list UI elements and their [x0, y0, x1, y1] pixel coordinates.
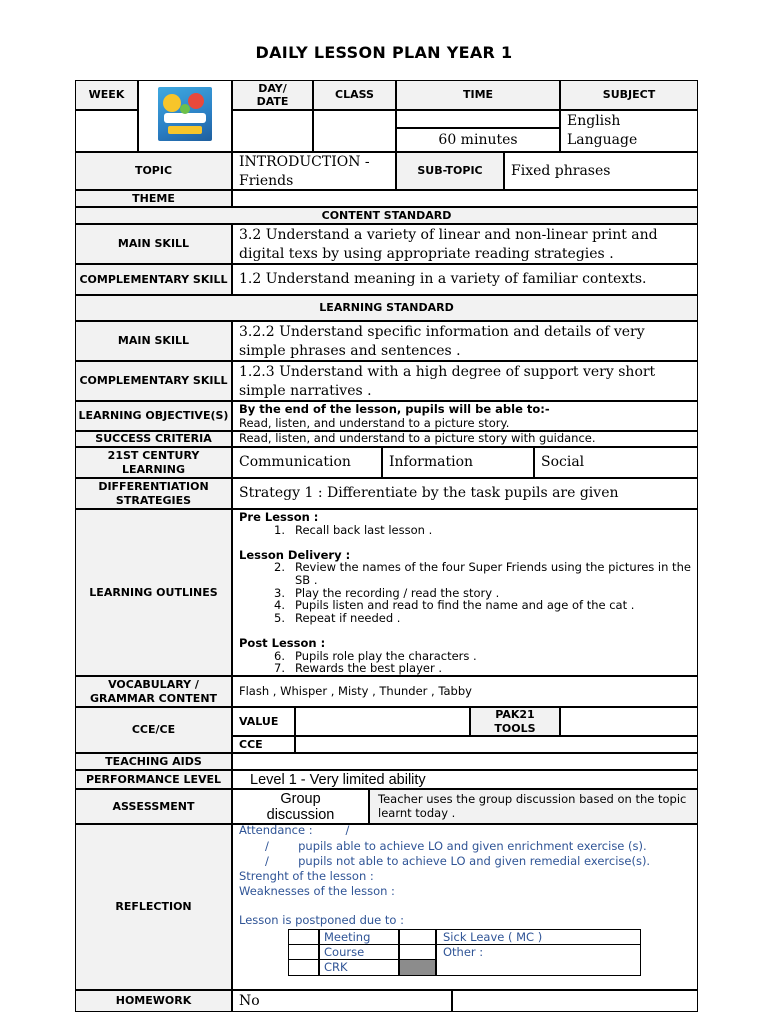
content-main-skill-label: MAIN SKILL [75, 224, 232, 264]
homework-value [232, 990, 452, 1012]
content-standard-heading: CONTENT STANDARD [75, 207, 698, 224]
option-text: Meeting [324, 930, 371, 944]
subject-value-text: English Language [567, 113, 638, 148]
century-item-text: Information [389, 454, 474, 470]
assessment-description-text: Teacher uses the group discussion based on the topic learnt today . [378, 792, 687, 820]
topic-label: TOPIC [75, 152, 232, 190]
century-item-text: Communication [239, 454, 351, 470]
list-item [239, 524, 691, 537]
item-number: 2. [274, 560, 285, 575]
subject-label: SUBJECT [560, 80, 698, 110]
theme-label: THEME [75, 190, 232, 207]
pak21-field[interactable] [560, 707, 698, 736]
assessment-method [232, 789, 369, 824]
postponed-option-other [436, 944, 641, 976]
content-comp-skill-label: COMPLEMENTARY SKILL [75, 264, 232, 295]
subtopic-label: SUB-TOPIC [396, 152, 504, 190]
item-number: 4. [274, 598, 285, 613]
performance-label: PERFORMANCE LEVEL [75, 770, 232, 789]
century-item-communication [232, 447, 382, 478]
homework-extra[interactable] [452, 990, 698, 1012]
theme-value [232, 190, 698, 207]
list-item [239, 561, 691, 586]
postponed-checkbox-crk[interactable] [288, 959, 319, 976]
list-item [239, 612, 691, 625]
time-value [396, 128, 560, 152]
postponed-checkbox-meeting[interactable] [288, 929, 319, 945]
day-date-label [232, 80, 313, 110]
time-top-cell[interactable] [396, 110, 560, 128]
postponed-option-sick [436, 929, 641, 945]
item-number: 7. [274, 661, 285, 676]
teaching-aids-value[interactable] [232, 753, 698, 770]
learning-main-skill-label: MAIN SKILL [75, 321, 232, 361]
vocabulary-label: VOCABULARY / GRAMMAR CONTENT [75, 676, 232, 707]
vocabulary-value [232, 676, 698, 707]
item-number: 1. [274, 522, 285, 537]
item-number: 6. [274, 648, 285, 663]
performance-value [232, 770, 698, 789]
item-text: Review the names of the four Super Friends using the pictures in the SB . [295, 560, 691, 587]
reflection-label: REFLECTION [75, 824, 232, 990]
post-lesson-heading: Post Lesson : [239, 635, 326, 650]
success-value [232, 431, 698, 447]
lesson-delivery-heading: Lesson Delivery : [239, 547, 351, 562]
option-text: CRK [324, 960, 348, 974]
subtopic-value-text: Fixed phrases [511, 162, 611, 179]
century-item-social [534, 447, 698, 478]
homework-text: No [239, 992, 260, 1009]
attendance-line: Attendance : / [239, 823, 350, 837]
option-text: Course [324, 945, 365, 959]
strength-line: Strenght of the lesson : [239, 869, 374, 883]
content-main-skill-value: 3.2 Understand a variety of linear and non-linear print and digital texs by using appropriate reading strategies . [232, 224, 698, 264]
postponed-option-meeting [319, 929, 399, 945]
differentiation-label: DIFFERENTIATION STRATEGIES [75, 478, 232, 509]
option-text: Other : [443, 945, 484, 959]
differentiation-text: Strategy 1 : Differentiate by the task pupils are given [239, 485, 619, 501]
page-title: DAILY LESSON PLAN YEAR 1 [255, 43, 513, 62]
item-text: Pupils listen and read to find the name and age of the cat . [295, 598, 635, 613]
outlines-label: LEARNING OUTLINES [75, 509, 232, 676]
item-text: Pupils role play the characters . [295, 648, 477, 663]
pak21-label: PAK21 TOOLS [470, 707, 560, 736]
item-number: 5. [274, 610, 285, 625]
vocabulary-text: Flash , Whisper , Misty , Thunder , Tabby [239, 683, 472, 698]
objectives-value [232, 401, 698, 431]
postponed-shaded-cell [399, 959, 436, 976]
subtopic-value [504, 152, 698, 190]
teaching-aids-label: TEACHING AIDS [75, 753, 232, 770]
objectives-intro: By the end of the lesson, pupils will be able to:- [239, 402, 550, 416]
content-comp-skill-text: 1.2 Understand meaning in a variety of familiar contexts. [239, 271, 647, 287]
assessment-description [369, 789, 698, 824]
option-text: Sick Leave ( MC ) [443, 930, 543, 944]
list-item [239, 662, 691, 675]
time-value-text: 60 minutes [438, 131, 518, 148]
subject-value [560, 110, 698, 152]
performance-text: Level 1 - Very limited ability [250, 771, 426, 788]
item-text: Repeat if needed . [295, 610, 401, 625]
learning-comp-skill-label: COMPLEMENTARY SKILL [75, 361, 232, 401]
cce-label: CCE [232, 736, 295, 753]
class-value[interactable] [313, 110, 396, 152]
postponed-option-crk [319, 959, 399, 976]
super-minds-book-cover-icon [158, 87, 212, 141]
objectives-label: LEARNING OBJECTIVE(S) [75, 401, 232, 431]
item-text: Rewards the best player . [295, 661, 442, 676]
century-item-information [382, 447, 534, 478]
day-date-text: DAY/ DATE [256, 82, 289, 108]
not-achieved-line: / pupils not able to achieve LO and given remedial exercise(s). [265, 854, 651, 868]
cce-ce-label: CCE/CE [75, 707, 232, 753]
century-item-text: Social [541, 454, 585, 470]
week-value[interactable] [75, 110, 138, 152]
learning-standard-heading: LEARNING STANDARD [75, 295, 698, 321]
item-text: Play the recording / read the story . [295, 585, 500, 600]
weakness-line: Weaknesses of the lesson : [239, 884, 395, 898]
objectives-text: Read, listen, and understand to a picture story. [239, 415, 510, 430]
achieved-line: / pupils able to achieve LO and given enrichment exercise (s). [265, 839, 647, 853]
value-label: VALUE [232, 707, 295, 736]
item-number: 3. [274, 585, 285, 600]
week-label: WEEK [75, 80, 138, 110]
assessment-label: ASSESSMENT [75, 789, 232, 824]
postponed-option-course [319, 944, 399, 960]
postponed-checkbox-course[interactable] [288, 944, 319, 960]
time-label: TIME [396, 80, 560, 110]
homework-label: HOMEWORK [75, 990, 232, 1012]
differentiation-value [232, 478, 698, 509]
learning-main-skill-value: 3.2.2 Understand specific information and details of very simple phrases and sentences . [232, 321, 698, 361]
item-text: Recall back last lesson . [295, 522, 433, 537]
assessment-method-text: Group discussion [266, 790, 335, 823]
postponed-checkbox-sick[interactable] [399, 929, 436, 945]
century-label: 21ST CENTURY LEARNING [75, 447, 232, 478]
day-date-value[interactable] [232, 110, 313, 152]
postponed-line: Lesson is postponed due to : [239, 913, 404, 927]
postponed-checkbox-other[interactable] [399, 944, 436, 960]
content-comp-skill-value [232, 264, 698, 295]
success-text: Read, listen, and understand to a picture story with guidance. [239, 431, 596, 446]
learning-comp-skill-value: 1.2.3 Understand with a high degree of support very short simple narratives . [232, 361, 698, 401]
outlines-content [232, 509, 698, 676]
value-field[interactable] [295, 707, 470, 736]
pre-lesson-heading: Pre Lesson : [239, 510, 319, 524]
class-label: CLASS [313, 80, 396, 110]
topic-value: INTRODUCTION - Friends [232, 152, 396, 190]
cce-field[interactable] [295, 736, 698, 753]
success-label: SUCCESS CRITERIA [75, 431, 232, 447]
list-item [239, 599, 691, 612]
